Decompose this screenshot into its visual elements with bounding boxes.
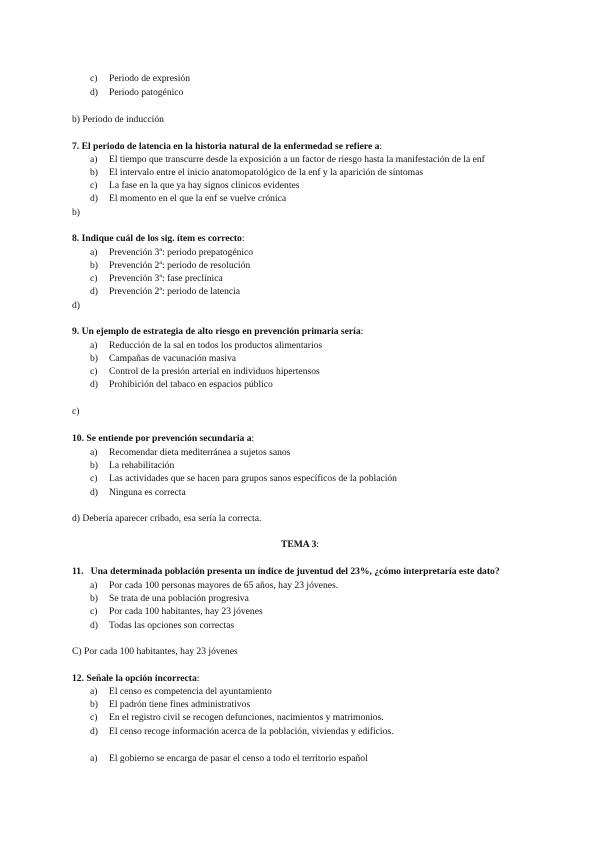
option-text: Periodo patogénico: [109, 87, 184, 98]
question-stem: Una determinada población presenta un índice de juventud del 23%, ¿cómo interpretaría este dato?: [90, 566, 500, 577]
option-text: En el registro civil se recogen defunciones, nacimientos y matrimonios.: [109, 712, 384, 723]
option-letter: d): [90, 286, 98, 297]
option-letter: d): [90, 620, 98, 631]
question-9: 9. Un ejemplo de estrategia de alto riesgo en prevención primaria sería:: [72, 326, 364, 337]
option-letter: d): [90, 487, 98, 498]
question-10: 10. Se entiende por prevención secundaria a:: [72, 433, 255, 444]
answer-previous: b) Periodo de inducción: [72, 114, 164, 125]
option-text: La rehabilitación: [109, 460, 175, 471]
question-11: 11. Una determinada población presenta un índice de juventud del 23%, ¿cómo interpretaría este dato?: [72, 566, 500, 577]
option-letter: b): [90, 699, 98, 710]
option-text: Prevención 2ª: periodo de latencia: [109, 286, 241, 297]
option-text: El momento en el que la enf se vuelve crónica: [109, 193, 287, 204]
question-12: 12. Señale la opción incorrecta:: [72, 673, 200, 684]
question-stem: El periodo de latencia en la historia natural de la enfermedad se refiere a: [81, 141, 380, 152]
answer-8: d): [72, 300, 80, 311]
question-number: 9: [72, 326, 77, 337]
stem-colon: :: [241, 233, 245, 244]
answer-7: b): [72, 207, 80, 218]
question-number: 11: [72, 566, 82, 577]
option-text: Por cada 100 personas mayores de 65 años, hay 23 jóvenes.: [109, 580, 339, 591]
option-letter: a): [90, 580, 98, 591]
stem-colon: :: [251, 433, 255, 444]
option-letter: b): [90, 460, 98, 471]
option-letter: b): [90, 353, 98, 364]
option-text: Reducción de la sal en todos los productos alimentarios: [109, 340, 323, 351]
question-stem: Un ejemplo de estrategia de alto riesgo en prevención primaria sería: [81, 326, 361, 337]
question-stem: Señale la opción incorrecta: [86, 673, 197, 684]
option-letter: a): [90, 686, 98, 697]
section-title-text: TEMA 3: [280, 539, 317, 550]
question-stem: Se entiende por prevención secundaria a: [86, 433, 252, 444]
question-stem: Indique cuál de los sig. ítem es correcto: [81, 233, 242, 244]
option-letter: c): [90, 712, 98, 723]
option-text: Por cada 100 habitantes, hay 23 jóvenes: [109, 606, 263, 617]
option-letter: d): [90, 193, 98, 204]
answer-text: El gobierno se encarga de pasar el censo a todo el territorio español: [109, 753, 368, 764]
option-letter: a): [90, 447, 98, 458]
answer-10: d) Debería aparecer cribado, esa sería la correcta.: [72, 513, 262, 524]
option-letter: d): [90, 87, 98, 98]
option-text: Ninguna es correcta: [109, 487, 186, 498]
option-text: La fase en la que ya hay signos clínicos evidentes: [109, 180, 300, 191]
option-text: Prevención 3ª: periodo prepatogénico: [109, 247, 254, 258]
question-number: 12: [72, 673, 82, 684]
option-letter: c): [90, 273, 98, 284]
question-8: 8. Indique cuál de los sig. ítem es correcto:: [72, 233, 245, 244]
option-text: Las actividades que se hacen para grupos sanos específicos de la población: [109, 473, 397, 484]
option-text: El intervalo entre el inicio anatomopatológico de la enf y la aparición de síntomas: [109, 167, 424, 178]
option-text: Recomendar dieta mediterránea a sujetos sanos: [109, 447, 291, 458]
section-title-colon: :: [316, 539, 320, 550]
option-letter: a): [90, 340, 98, 351]
option-text: Control de la presión arterial en individuos hipertensos: [109, 366, 320, 377]
section-title: [0, 538, 600, 551]
option-letter: d): [90, 726, 98, 737]
question-number: 8: [72, 233, 77, 244]
option-text: Todas las opciones son correctas: [109, 620, 235, 631]
option-text: Periodo de expresión: [109, 73, 190, 84]
option-letter: b): [90, 593, 98, 604]
option-letter: a): [90, 154, 98, 165]
question-7: 7. El periodo de latencia en la historia natural de la enfermedad se refiere a:: [72, 141, 383, 152]
option-letter: c): [90, 73, 98, 84]
option-letter: b): [90, 167, 98, 178]
option-text: Prevención 2ª: periodo de resolución: [109, 260, 251, 271]
option-letter: c): [90, 180, 98, 191]
option-letter: c): [90, 606, 98, 617]
stem-colon: :: [196, 673, 200, 684]
stem-colon: :: [360, 326, 364, 337]
option-text: Campañas de vacunación masiva: [109, 353, 237, 364]
option-text: Prohibición del tabaco en espacios público: [109, 379, 273, 390]
answer-letter: a): [90, 753, 98, 764]
question-number: 7: [72, 141, 77, 152]
option-letter: c): [90, 473, 98, 484]
option-text: Se trata de una población progresiva: [109, 593, 249, 604]
stem-colon: :: [379, 141, 383, 152]
option-text: Prevención 3ª: fase preclínica: [109, 273, 223, 284]
option-text: El censo es competencia del ayuntamiento: [109, 686, 272, 697]
question-number: 10: [72, 433, 82, 444]
answer-11: C) Por cada 100 habitantes, hay 23 jóvenes: [72, 646, 238, 657]
option-letter: d): [90, 379, 98, 390]
option-text: El padrón tiene fines administrativos: [109, 699, 251, 710]
option-letter: a): [90, 247, 98, 258]
answer-9: c): [72, 406, 80, 417]
option-text: El censo recoge información acerca de la población, viviendas y edificios.: [109, 726, 394, 737]
option-text: El tiempo que transcurre desde la exposición a un factor de riesgo hasta la manifestación de la enf: [109, 154, 485, 165]
option-letter: b): [90, 260, 98, 271]
option-letter: c): [90, 366, 98, 377]
